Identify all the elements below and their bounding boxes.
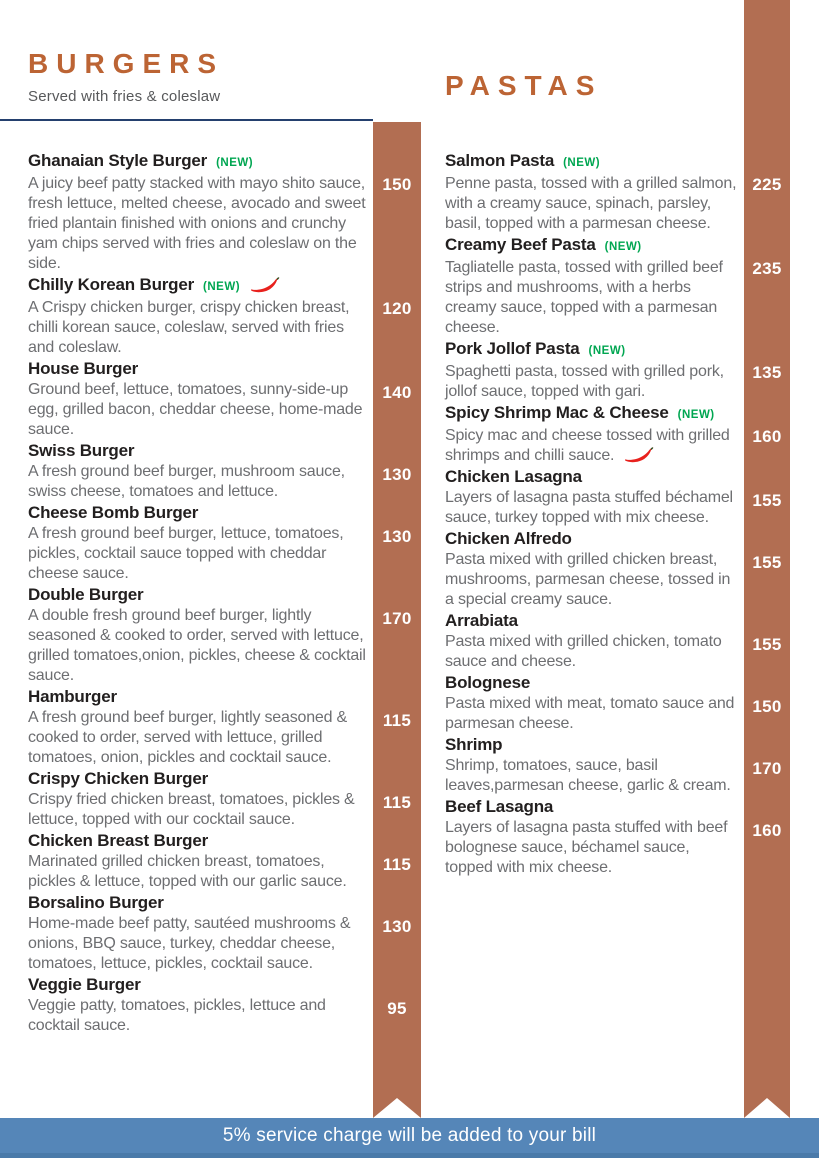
item-description <box>28 708 373 768</box>
item-name: Hamburger <box>28 687 117 706</box>
footer-bar <box>0 1118 819 1158</box>
item-description <box>445 550 737 610</box>
item-title-row <box>445 610 737 632</box>
item-name: Pork Jollof Pasta <box>445 339 580 358</box>
item-title-row <box>28 358 373 380</box>
menu-item <box>445 610 782 672</box>
item-description <box>28 790 373 830</box>
item-description-text: Pasta mixed with grilled chicken breast, mushrooms, parmesan cheese, tossed in a special creamy sauce. <box>445 551 731 608</box>
item-price: 130 <box>382 465 412 484</box>
item-price: 95 <box>387 999 407 1018</box>
pastas-item-list <box>445 150 782 878</box>
item-name: Swiss Burger <box>28 441 135 460</box>
item-name: Ghanaian Style Burger <box>28 151 208 170</box>
item-description <box>28 914 373 974</box>
item-description-text: A juicy beef patty stacked with mayo shito sauce, fresh lettuce, melted cheese, avocado and sweet fried plantain finished with onions and crunchy yam chips served with fries and coleslaw on the side. <box>28 175 366 272</box>
menu-item <box>445 528 782 610</box>
item-description-text: Pasta mixed with meat, tomato sauce and parmesan cheese. <box>445 695 735 732</box>
item-price: 150 <box>752 697 782 716</box>
menu-item <box>28 974 407 1036</box>
item-name: Chicken Breast Burger <box>28 831 209 850</box>
item-price: 135 <box>752 363 782 382</box>
menu-item <box>28 768 412 830</box>
item-title-row <box>445 796 737 818</box>
menu-item <box>445 796 782 878</box>
item-description <box>28 380 373 440</box>
item-description-text: Spicy mac and cheese tossed with grilled shrimps and chilli sauce. <box>445 427 730 464</box>
item-name: Borsalino Burger <box>28 893 164 912</box>
item-name: Chicken Alfredo <box>445 529 572 548</box>
item-price: 160 <box>752 427 782 446</box>
new-badge: (NEW) <box>588 345 626 357</box>
new-badge: (NEW) <box>563 157 601 169</box>
item-title-row <box>445 150 737 174</box>
new-badge: (NEW) <box>203 281 241 293</box>
menu-item <box>28 358 412 440</box>
item-description-text: Pasta mixed with grilled chicken, tomato sauce and cheese. <box>445 633 722 670</box>
section-subtitle-burgers: Served with fries & coleslaw <box>28 88 221 105</box>
menu-item <box>28 274 412 358</box>
item-name: Salmon Pasta <box>445 151 555 170</box>
menu-item <box>28 686 412 768</box>
item-title-row <box>28 150 373 174</box>
item-price: 170 <box>382 609 412 628</box>
new-badge: (NEW) <box>216 157 254 169</box>
item-description <box>28 174 373 274</box>
item-price: 155 <box>752 553 782 572</box>
section-title-burgers: BURGERS <box>28 48 225 79</box>
item-description <box>445 632 737 672</box>
item-description-text: A fresh ground beef burger, lightly seasoned & cooked to order, served with lettuce, grilled tomatoes, onion, pickles and cocktail sauce. <box>28 709 348 766</box>
item-description-text: Crispy fried chicken breast, tomatoes, pickles & lettuce, topped with our cocktail sauce. <box>28 791 355 828</box>
item-title-row <box>28 768 373 790</box>
menu-item <box>28 830 412 892</box>
item-price: 170 <box>752 759 782 778</box>
item-title-row <box>445 234 737 258</box>
item-price: 115 <box>382 855 412 874</box>
chili-icon <box>250 276 280 295</box>
item-description <box>445 258 737 338</box>
item-description-text: Home-made beef patty, sautéed mushrooms & onions, BBQ sauce, turkey, cheddar cheese, tomatoes, lettuce, pickles, cocktail sauce. <box>28 915 351 972</box>
item-title-row <box>445 672 737 694</box>
item-name: Cheese Bomb Burger <box>28 503 199 522</box>
new-badge: (NEW) <box>604 241 642 253</box>
item-name: Chilly Korean Burger <box>28 275 195 294</box>
item-name: Beef Lasagna <box>445 797 554 816</box>
menu-item <box>28 502 412 584</box>
menu-item <box>445 466 782 528</box>
item-price: 225 <box>752 175 782 194</box>
item-description-text: Marinated grilled chicken breast, tomatoes, pickles & lettuce, topped with our garlic sauce. <box>28 853 347 890</box>
item-description-text: Tagliatelle pasta, tossed with grilled beef strips and mushrooms, with a herbs creamy sauce, topped with a parmesan cheese. <box>445 259 723 336</box>
item-name: House Burger <box>28 359 139 378</box>
item-description-text: Penne pasta, tossed with a grilled salmon, with a creamy sauce, spinach, parsley, basil, topped with a parmesan cheese. <box>445 175 737 232</box>
item-title-row <box>28 892 373 914</box>
item-description-text: Ground beef, lettuce, tomatoes, sunny-side-up egg, grilled bacon, cheddar cheese, home-made sauce. <box>28 381 363 438</box>
item-description <box>445 694 737 734</box>
item-name: Bolognese <box>445 673 531 692</box>
item-description-text: Shrimp, tomatoes, sauce, basil leaves,parmesan cheese, garlic & cream. <box>445 757 731 794</box>
item-description <box>28 298 373 358</box>
item-description <box>28 524 373 584</box>
item-price: 160 <box>752 821 782 840</box>
item-price: 140 <box>382 383 412 402</box>
item-description-text: Layers of lasagna pasta stuffed béchamel sauce, turkey topped with mix cheese. <box>445 489 733 526</box>
item-title-row <box>445 402 737 426</box>
item-description-text: Veggie patty, tomatoes, pickles, lettuce and cocktail sauce. <box>28 997 326 1034</box>
menu-item <box>28 440 412 502</box>
menu-item <box>445 402 782 466</box>
menu-item <box>445 734 782 796</box>
new-badge: (NEW) <box>677 409 715 421</box>
item-title-row <box>28 274 373 298</box>
item-price: 115 <box>382 793 412 812</box>
burgers-item-list <box>28 150 412 1036</box>
section-title-pastas: PASTAS <box>445 70 603 101</box>
item-description-text: Spaghetti pasta, tossed with grilled pork, jollof sauce, topped with gari. <box>445 363 724 400</box>
item-name: Shrimp <box>445 735 503 754</box>
item-price: 155 <box>752 491 782 510</box>
item-description <box>28 852 373 892</box>
item-title-row <box>28 502 373 524</box>
item-name: Double Burger <box>28 585 144 604</box>
item-name: Chicken Lasagna <box>445 467 582 486</box>
item-price: 235 <box>752 259 782 278</box>
item-title-row <box>445 466 737 488</box>
item-name: Spicy Shrimp Mac & Cheese <box>445 403 669 422</box>
chili-icon <box>624 446 654 465</box>
item-price: 130 <box>382 527 412 546</box>
service-charge-note: 5% service charge will be added to your bill <box>222 1124 597 1146</box>
item-description <box>28 606 373 686</box>
item-description <box>445 756 737 796</box>
menu-item <box>445 338 782 402</box>
item-title-row <box>445 338 737 362</box>
menu-item <box>445 150 782 234</box>
item-name: Creamy Beef Pasta <box>445 235 596 254</box>
item-description <box>445 488 737 528</box>
menu-item <box>28 150 412 274</box>
item-title-row <box>28 830 373 852</box>
item-price: 155 <box>752 635 782 654</box>
item-description-text: A Crispy chicken burger, crispy chicken breast, chilli korean sauce, coleslaw, served with fries and coleslaw. <box>28 299 350 356</box>
item-title-row <box>445 734 737 756</box>
header-divider <box>0 119 373 121</box>
item-description-text: A double fresh ground beef burger, lightly seasoned & cooked to order, served with lettuce, grilled tomatoes,onion, pickles, cheese & cocktail sauce. <box>28 607 366 684</box>
item-description-text: A fresh ground beef burger, lettuce, tomatoes, pickles, cocktail sauce topped with cheddar cheese sauce. <box>28 525 344 582</box>
item-title-row <box>28 440 373 462</box>
item-title-row <box>28 584 373 606</box>
item-price: 150 <box>382 175 412 194</box>
item-description-text: Layers of lasagna pasta stuffed with beef bolognese sauce, béchamel sauce, topped with mix cheese. <box>445 819 728 876</box>
menu-item <box>445 234 782 338</box>
item-title-row <box>28 974 373 996</box>
item-price: 120 <box>382 299 412 318</box>
menu-item <box>28 892 412 974</box>
item-description-text: A fresh ground beef burger, mushroom sauce, swiss cheese, tomatoes and lettuce. <box>28 463 345 500</box>
item-name: Arrabiata <box>445 611 518 630</box>
item-price: 115 <box>382 711 412 730</box>
item-name: Crispy Chicken Burger <box>28 769 209 788</box>
item-description <box>445 362 737 402</box>
item-price: 130 <box>382 917 412 936</box>
menu-item <box>28 584 412 686</box>
item-name: Veggie Burger <box>28 975 141 994</box>
item-description <box>445 426 737 466</box>
item-description <box>445 174 737 234</box>
item-description <box>445 818 737 878</box>
item-title-row <box>445 528 737 550</box>
menu-item <box>445 672 782 734</box>
item-description <box>28 462 373 502</box>
item-description <box>28 996 373 1036</box>
item-title-row <box>28 686 373 708</box>
